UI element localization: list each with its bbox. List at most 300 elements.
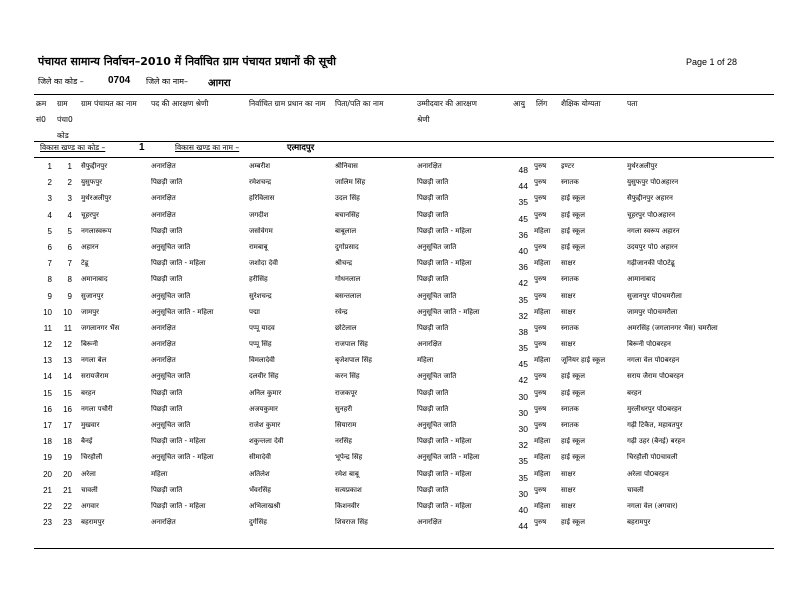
pradhan-name-cell: हरिविलास [249, 194, 275, 203]
serial-cell: 11 [43, 323, 52, 333]
gp-code-cell: 5 [67, 226, 72, 236]
candidate-reservation-cell: अनारक्षित [417, 518, 442, 527]
father-name-cell: राजकपूर [335, 388, 358, 397]
pradhan-name-cell: पप्पू सिंह [249, 340, 272, 349]
post-reservation-cell: अनारक्षित [151, 210, 176, 219]
father-name-cell: किशनवीर [335, 501, 360, 510]
age-cell: 35 [518, 197, 528, 208]
sex-cell: महिला [534, 501, 551, 510]
col-sex: लिंग [536, 99, 548, 108]
sex-cell: पुरुष [534, 404, 547, 413]
serial-cell: 9 [47, 291, 52, 301]
candidate-reservation-cell: पिछड़ी जाति [417, 178, 449, 187]
gp-name-cell: बैनई [81, 437, 93, 446]
sex-cell: पुरुष [534, 421, 547, 429]
address-cell: बरहन [627, 388, 642, 397]
sex-cell: पुरुष [534, 485, 547, 494]
age-cell: 36 [518, 229, 528, 240]
pradhan-name-cell: जगदीश [249, 210, 269, 219]
age-cell: 45 [518, 213, 528, 224]
table-row [0, 160, 792, 176]
block-code-label: विकास खण्ड का कोड – [40, 143, 106, 152]
pradhan-name-cell: अनिल कुमार [249, 388, 282, 397]
pradhan-name-cell: अम्बरीश [249, 162, 271, 170]
table-row [0, 273, 792, 289]
post-reservation-cell: अनुसूचित जाति - महिला [151, 307, 214, 316]
address-cell: बिरूनी पो0बरहन [627, 340, 671, 349]
education-cell: साक्षर [561, 291, 576, 300]
gp-code-cell: 19 [63, 453, 72, 463]
gp-name-cell: युसुफपुर [81, 178, 103, 187]
header-top-rule [34, 94, 774, 95]
sex-cell: पुरुष [534, 178, 547, 187]
gp-code-cell: 12 [63, 340, 72, 350]
district-code: 0704 [108, 75, 131, 86]
address-cell: नगला वेल (अगवार) [627, 501, 678, 510]
col-father-husband: पिता/पति का नाम [335, 99, 384, 108]
table-row [0, 322, 792, 338]
address-cell: उदयपुर पो0 अहारन [627, 242, 678, 251]
age-cell: 30 [518, 407, 528, 418]
gp-name-cell: नगला पचौरी [81, 404, 113, 413]
post-reservation-cell: पिछड़ी जाति - महिला [151, 437, 206, 446]
pradhan-name-cell: जसोवेगम [249, 226, 273, 235]
candidate-reservation-cell: अनारक्षित [417, 340, 442, 349]
serial-cell: 13 [43, 356, 52, 366]
col-elected-pradhan: निर्वाचित ग्राम प्रधान का नाम [249, 99, 326, 108]
address-cell: चिरहौली पो0चावली [627, 453, 678, 462]
father-name-cell: बचानसिंह [335, 210, 360, 219]
gp-code-cell: 13 [63, 356, 72, 366]
age-cell: 32 [518, 310, 528, 321]
post-reservation-cell: पिछड़ी जाति [151, 178, 183, 187]
post-reservation-cell: अनुसूचित जाति [151, 291, 191, 300]
post-reservation-cell: पिछड़ी जाति - महिला [151, 259, 206, 268]
sex-cell: महिला [534, 469, 551, 478]
gp-code-cell: 18 [63, 437, 72, 447]
sex-cell: महिला [534, 307, 551, 316]
pradhan-name-cell: पद्मा [249, 307, 260, 316]
gp-name-cell: नगला बेल [81, 356, 107, 365]
gp-code-cell: 9 [67, 291, 72, 301]
father-name-cell: बाबूलाल [335, 226, 357, 235]
pradhan-name-cell: जशोदा देवी [249, 259, 278, 268]
sex-cell: महिला [534, 437, 551, 446]
col-serial: क्रम सं0 [36, 99, 47, 124]
post-reservation-cell: अनुसूचित जाति - महिला [151, 453, 214, 462]
table-row [0, 241, 792, 257]
address-cell: सैफुद्दीनपुर अहारन [627, 194, 673, 203]
sex-cell: महिला [534, 453, 551, 462]
table-row [0, 484, 792, 500]
sex-cell: पुरुष [534, 210, 547, 219]
candidate-reservation-cell: अनुसूचित जाति - महिला [417, 453, 480, 462]
serial-cell: 1 [47, 162, 52, 171]
sex-cell: पुरुष [534, 340, 547, 349]
sex-cell: पुरुष [534, 388, 547, 397]
gp-name-cell: अगवार [81, 501, 99, 510]
table-row [0, 290, 792, 306]
candidate-reservation-cell: पिछड़ी जाति - महिला [417, 469, 472, 478]
table-row [0, 338, 792, 354]
candidate-reservation-cell: अनारक्षित [417, 162, 442, 170]
header-bottom-rule [34, 141, 774, 142]
serial-cell: 15 [43, 388, 52, 398]
education-cell: इण्टर [561, 162, 575, 170]
gp-code-cell: 8 [67, 275, 72, 285]
gp-code-cell: 23 [63, 518, 72, 528]
education-cell: हाई स्कूल [561, 453, 586, 462]
education-cell: हाई स्कूल [561, 242, 586, 251]
pradhan-name-cell: रामबाबू [249, 242, 268, 251]
gp-name-cell: सैफुद्दीनपुर [81, 162, 108, 170]
serial-cell: 10 [43, 307, 52, 317]
gp-name-cell: बरहन [81, 388, 96, 397]
document-title: पंचायत सामान्य निर्वाचन–2010 में निर्वाचित ग्राम पंचायत प्रधानों की सूची [38, 55, 337, 68]
education-cell: स्नातक [561, 323, 579, 332]
gp-code-cell: 4 [67, 210, 72, 220]
post-reservation-cell: अनारक्षित [151, 340, 176, 349]
father-name-cell: श्रीचन्द्र [335, 259, 353, 268]
age-cell: 30 [518, 424, 528, 434]
education-cell: स्नातक [561, 275, 579, 284]
pradhan-name-cell: रमेशचन्द्र [249, 178, 272, 187]
serial-cell: 17 [43, 421, 52, 430]
address-cell: अरेला पो0बरहन [627, 469, 669, 478]
pradhan-name-cell: अभिलाखश्री [249, 501, 281, 510]
serial-cell: 22 [43, 501, 52, 511]
table-row [0, 192, 792, 208]
address-cell: मुरलीधरपुर पो0बरहन [627, 404, 682, 413]
sex-cell: महिला [534, 356, 551, 365]
candidate-reservation-cell: अनुसूचित जाति [417, 421, 457, 429]
post-reservation-cell: अनारक्षित [151, 518, 176, 527]
post-reservation-cell: पिछड़ी जाति [151, 404, 183, 413]
col-gp-name: ग्राम पंचायत का नाम [81, 99, 137, 108]
gp-code-cell: 20 [63, 469, 72, 479]
father-name-cell: सियाराम [335, 421, 357, 429]
gp-name-cell: जगलानगर भैंस [81, 323, 120, 332]
candidate-reservation-cell: पिछड़ी जाति [417, 404, 449, 413]
education-cell: साक्षर [561, 469, 576, 478]
candidate-reservation-cell: पिछड़ी जाति [417, 323, 449, 332]
address-cell: गढ़ी उहर (बैनई) बरहन [627, 437, 686, 446]
address-cell: युसुफपुर पो0अहारन [627, 178, 679, 187]
table-row [0, 225, 792, 241]
col-address: पता [627, 99, 638, 108]
sex-cell: पुरुष [534, 162, 547, 170]
father-name-cell: जालिम सिंह [335, 178, 366, 187]
father-name-cell: सुनहरी [335, 404, 353, 413]
table-row [0, 500, 792, 516]
age-cell: 35 [518, 294, 528, 305]
age-cell: 36 [518, 262, 528, 273]
education-cell: स्नातक [561, 404, 579, 413]
address-cell: नगला स्वरूप अहारन [627, 226, 680, 235]
serial-cell: 12 [43, 340, 52, 350]
sex-cell: पुरुष [534, 275, 547, 284]
pradhan-name-cell: विमलादेवी [249, 356, 275, 365]
pradhan-name-cell: दुर्गसिंह [249, 518, 267, 527]
father-name-cell: गोधनलाल [335, 275, 361, 284]
sex-cell: महिला [534, 226, 551, 235]
gp-name-cell: बिरूनी [81, 340, 98, 349]
serial-cell: 19 [43, 453, 52, 463]
district-info [38, 76, 438, 90]
candidate-reservation-cell: पिछड़ी जाति - महिला [417, 437, 472, 446]
gp-name-cell: चावली [81, 485, 98, 494]
district-name: आगरा [208, 78, 231, 89]
candidate-reservation-cell: अनुसूचित जाति [417, 291, 457, 300]
address-cell: नगला वेल पो0बरहन [627, 356, 680, 365]
table-row [0, 209, 792, 225]
father-name-cell: रमेश बाबू [335, 469, 359, 478]
sex-cell: पुरुष [534, 372, 547, 381]
post-reservation-cell: अनुसूचित जाति [151, 242, 191, 251]
block-code: 1 [139, 142, 145, 153]
block-name: एत्मादपुर [287, 143, 315, 153]
serial-cell: 7 [47, 259, 52, 269]
gp-name-cell: मुर्थरअलीपुर [81, 194, 112, 203]
address-cell: जामपुर पो0चमरौला [627, 307, 678, 316]
serial-cell: 16 [43, 404, 52, 414]
col-gp-code: ग्राम पंचा0 कोड [57, 99, 73, 140]
education-cell: स्नातक [561, 178, 579, 187]
candidate-reservation-cell: पिछड़ी जाति [417, 388, 449, 397]
father-name-cell: रवेन्द्र [335, 307, 348, 316]
father-name-cell: छोटेलाल [335, 323, 357, 332]
age-cell: 42 [518, 375, 528, 386]
age-cell: 35 [518, 472, 528, 483]
table-body [0, 160, 792, 532]
sex-cell: पुरुष [534, 323, 547, 332]
gp-code-cell: 14 [63, 372, 72, 382]
father-name-cell: नरसिंह [335, 437, 353, 446]
age-cell: 44 [518, 181, 528, 192]
gp-code-cell: 6 [67, 242, 72, 252]
gp-code-cell: 11 [63, 323, 72, 333]
gp-code-cell: 21 [63, 485, 72, 495]
sex-cell: पुरुष [534, 242, 547, 251]
education-cell: जूनियर हाई स्कूल [561, 356, 606, 365]
candidate-reservation-cell: पिछड़ी जाति - महिला [417, 259, 472, 268]
candidate-reservation-cell: पिछड़ी जाति - महिला [417, 226, 472, 235]
education-cell: स्नातक [561, 421, 579, 429]
block-name-label: विकास खण्ड का नाम – [175, 143, 240, 152]
gp-name-cell: सरायजैराम [81, 372, 109, 381]
post-reservation-cell: पिछड़ी जाति [151, 226, 183, 235]
sex-cell: पुरुष [534, 291, 547, 300]
page-number: Page 1 of 28 [686, 57, 738, 67]
col-education: शैक्षिक योग्यता [561, 99, 601, 108]
serial-cell: 8 [47, 275, 52, 285]
table-header [0, 96, 792, 140]
pradhan-name-cell: हरीसिंह [249, 275, 268, 284]
age-cell: 38 [518, 326, 528, 337]
table-row [0, 176, 792, 192]
table-row [0, 257, 792, 273]
gp-name-cell: टेढू [81, 259, 89, 268]
father-name-cell: सत्यप्रकाश [335, 485, 362, 494]
pradhan-name-cell: अजयकुमार [249, 404, 278, 413]
candidate-reservation-cell: अनुसूचित जाति [417, 242, 457, 251]
age-cell: 32 [518, 440, 528, 451]
table-row [0, 306, 792, 322]
address-cell: सुजानपुर पो0चमरौला [627, 291, 682, 300]
pradhan-name-cell: अतिलेश [249, 469, 270, 478]
post-reservation-cell: अनारक्षित [151, 194, 176, 203]
father-name-cell: करन सिंह [335, 372, 360, 381]
gp-code-cell: 10 [63, 307, 72, 317]
serial-cell: 23 [43, 518, 52, 528]
col-post-reservation: पद की आरक्षण श्रेणी [151, 99, 209, 108]
serial-cell: 18 [43, 437, 52, 447]
pradhan-name-cell: सुरेशचन्द्र [249, 291, 272, 300]
post-reservation-cell: अनारक्षित [151, 356, 176, 365]
gp-code-cell: 2 [67, 178, 72, 188]
pradhan-name-cell: दलवीर सिंह [249, 372, 279, 381]
gp-name-cell: मुखवार [81, 421, 100, 429]
age-cell: 35 [518, 456, 528, 467]
education-cell: साक्षर [561, 259, 576, 268]
sex-cell: पुरुष [534, 518, 547, 527]
gp-name-cell: अहारन [81, 242, 99, 251]
pradhan-name-cell: शकुन्तला देवी [249, 437, 284, 446]
post-reservation-cell: पिछड़ी जाति [151, 275, 183, 284]
post-reservation-cell: महिला [151, 469, 168, 478]
address-cell: आमानाबाद [627, 275, 656, 284]
table-row [0, 468, 792, 484]
age-cell: 42 [518, 278, 528, 289]
table-row [0, 435, 792, 451]
address-cell: सराय जैराम पो0बरहन [627, 372, 684, 381]
father-name-cell: उदल सिंह [335, 194, 360, 203]
gp-name-cell: नगलास्वरूप [81, 226, 112, 235]
candidate-reservation-cell: अनुसूचित जाति - महिला [417, 307, 480, 316]
block-rule [34, 157, 774, 158]
post-reservation-cell: अनारक्षित [151, 162, 176, 170]
post-reservation-cell: अनारक्षित [151, 323, 176, 332]
age-cell: 44 [518, 521, 528, 532]
address-cell: मुर्थरअलीपुर [627, 162, 658, 170]
candidate-reservation-cell: महिला [417, 356, 434, 365]
gp-name-cell: चूहरपुर [81, 210, 99, 219]
gp-code-cell: 17 [63, 421, 72, 430]
candidate-reservation-cell: पिछड़ी जाति [417, 485, 449, 494]
education-cell: साक्षर [561, 340, 576, 349]
candidate-reservation-cell: अनुसूचित जाति [417, 372, 457, 381]
gp-code-cell: 22 [63, 501, 72, 511]
serial-cell: 14 [43, 372, 52, 382]
table-bottom-rule [34, 548, 774, 549]
age-cell: 30 [518, 391, 528, 402]
father-name-cell: शिवराज सिंह [335, 518, 368, 527]
pradhan-name-cell: सीमादेवी [249, 453, 271, 462]
table-row [0, 354, 792, 370]
candidate-reservation-cell: पिछड़ी जाति - महिला [417, 501, 472, 510]
table-row [0, 370, 792, 386]
serial-cell: 2 [47, 178, 52, 188]
table-row [0, 419, 792, 435]
serial-cell: 6 [47, 242, 52, 252]
age-cell: 45 [518, 359, 528, 370]
education-cell: हाई स्कूल [561, 518, 586, 527]
age-cell: 48 [518, 165, 528, 175]
gp-code-cell: 1 [67, 162, 72, 171]
serial-cell: 3 [47, 194, 52, 204]
address-cell: चूहरपुर पो0अहारन [627, 210, 675, 219]
gp-code-cell: 15 [63, 388, 72, 398]
address-cell: गढ़ीजानकी पो0टेढू [627, 259, 675, 268]
district-code-label: जिले का कोड – [38, 77, 84, 86]
education-cell: हाई स्कूल [561, 210, 586, 219]
serial-cell: 20 [43, 469, 52, 479]
age-cell: 30 [518, 488, 528, 499]
pradhan-name-cell: पप्पू यादव [249, 323, 275, 332]
gp-code-cell: 3 [67, 194, 72, 204]
education-cell: हाई स्कूल [561, 437, 586, 446]
gp-name-cell: अमानाबाद [81, 275, 108, 284]
father-name-cell: श्रीनिवास [335, 162, 358, 170]
serial-cell: 5 [47, 226, 52, 236]
gp-name-cell: सुजानपुर [81, 291, 104, 300]
col-candidate-reservation: उम्मीदवार की आरक्षण श्रेणी [417, 99, 477, 124]
block-info [0, 143, 792, 157]
post-reservation-cell: पिछड़ी जाति - महिला [151, 501, 206, 510]
table-row [0, 516, 792, 532]
address-cell: गढ़ी टिकैत, महावतपुर [627, 421, 683, 429]
col-age: आयु [513, 99, 526, 108]
education-cell: हाई स्कूल [561, 226, 586, 235]
age-cell: 40 [518, 504, 528, 515]
education-cell: साक्षर [561, 501, 576, 510]
post-reservation-cell: अनुसूचित जाति [151, 421, 191, 429]
education-cell: हाई स्कूल [561, 388, 586, 397]
gp-name-cell: चिरहौली [81, 453, 103, 462]
sex-cell: महिला [534, 259, 551, 268]
address-cell: बहरामपुर [627, 518, 651, 527]
age-cell: 40 [518, 245, 528, 256]
serial-cell: 4 [47, 210, 52, 220]
address-cell: अमरसिंह (जगलानगर भैंस) चमरौला [627, 323, 718, 332]
father-name-cell: राजपाल सिंह [335, 340, 368, 349]
father-name-cell: भूपेन्द्र सिंह [335, 453, 363, 462]
gp-name-cell: अरेला [81, 469, 96, 478]
education-cell: साक्षर [561, 307, 576, 316]
education-cell: साक्षर [561, 485, 576, 494]
father-name-cell: दुर्गाप्रसाद [335, 242, 359, 251]
education-cell: हाई स्कूल [561, 194, 586, 203]
father-name-cell: बसन्तलाल [335, 291, 362, 300]
candidate-reservation-cell: पिछड़ी जाति [417, 210, 449, 219]
gp-code-cell: 7 [67, 259, 72, 269]
gp-name-cell: बहरामपुर [81, 518, 105, 527]
sex-cell: पुरुष [534, 194, 547, 203]
candidate-reservation-cell: पिछड़ी जाति [417, 194, 449, 203]
pradhan-name-cell: राजेश कुमार [249, 421, 281, 429]
district-name-label: जिले का नाम– [146, 77, 189, 86]
post-reservation-cell: पिछड़ी जाति [151, 388, 183, 397]
candidate-reservation-cell: पिछड़ी जाति [417, 275, 449, 284]
post-reservation-cell: पिछड़ी जाति [151, 485, 183, 494]
serial-cell: 21 [43, 485, 52, 495]
address-cell: चावली [627, 485, 644, 494]
table-row [0, 451, 792, 467]
table-row [0, 387, 792, 403]
father-name-cell: बृजेशपाल सिंह [335, 356, 372, 365]
pradhan-name-cell: भँवरसिंह [249, 485, 271, 494]
post-reservation-cell: अनुसूचित जाति [151, 372, 191, 381]
